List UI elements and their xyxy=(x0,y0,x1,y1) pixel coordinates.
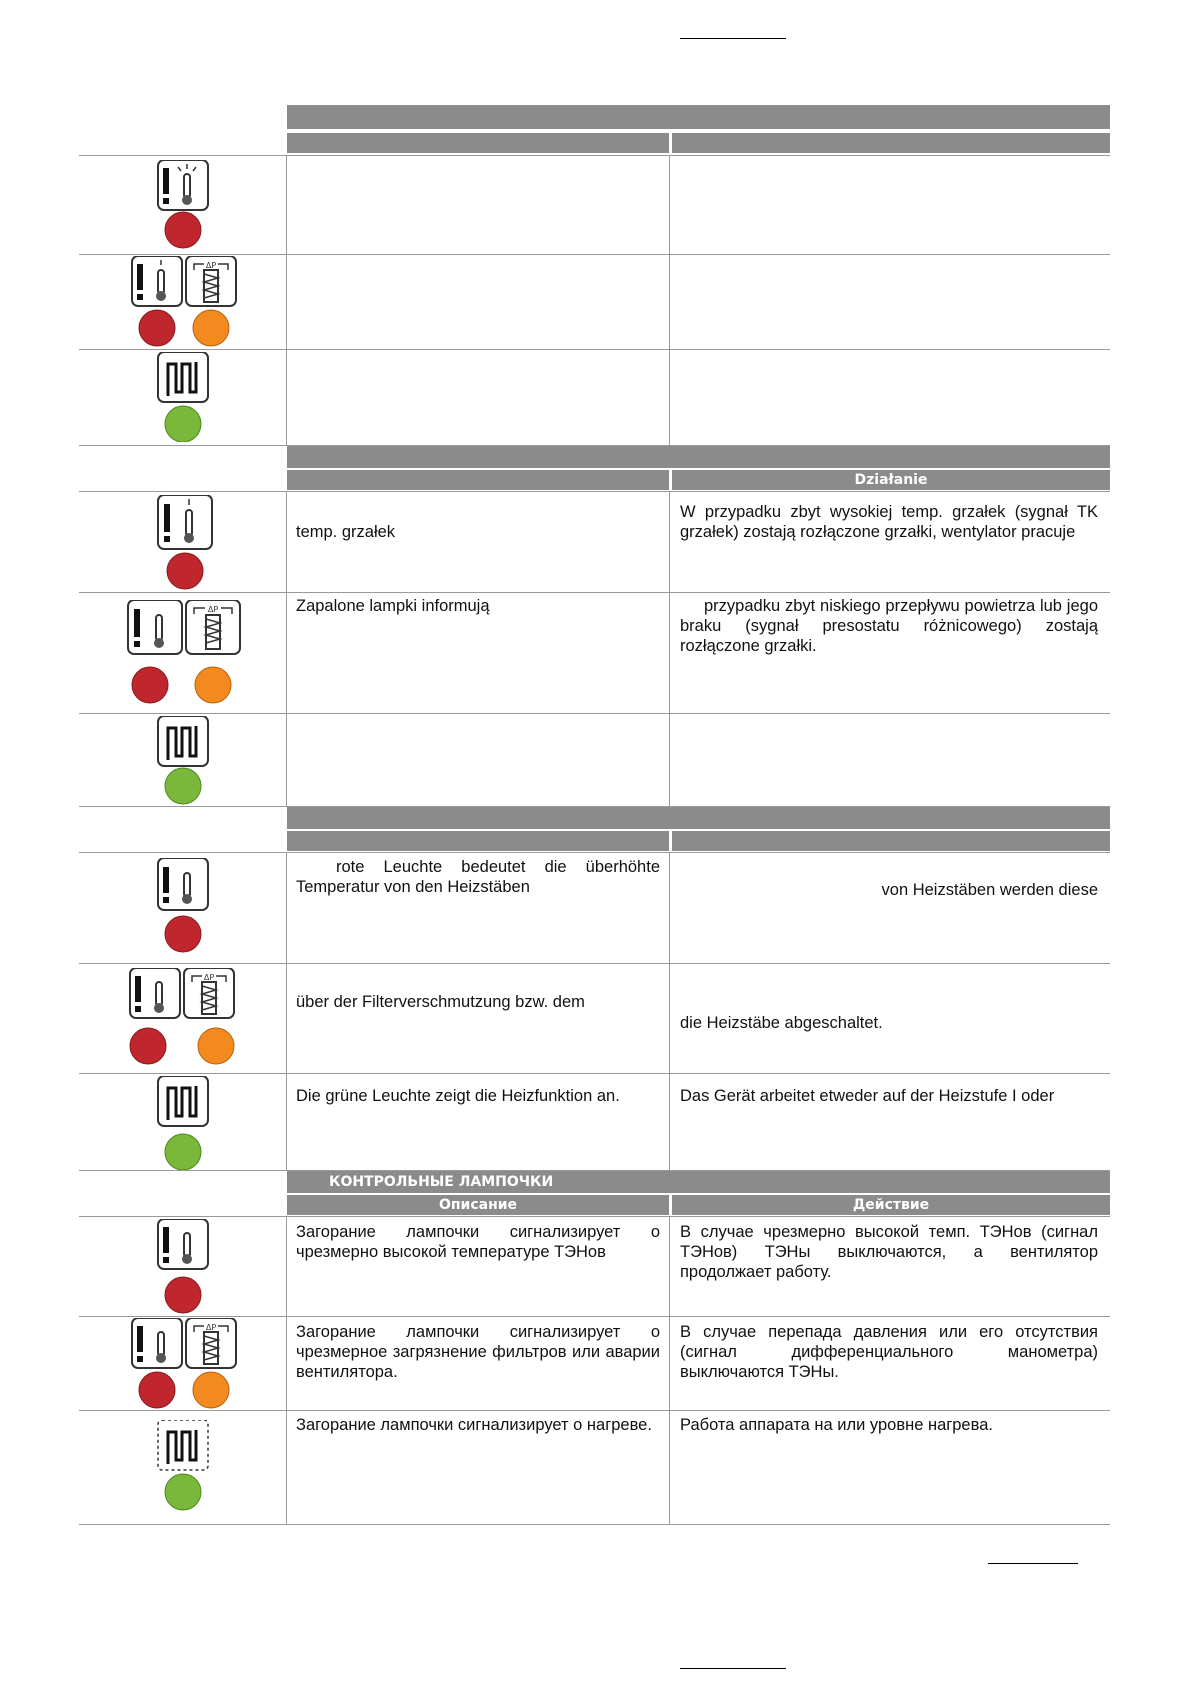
row-description: Загорание лампочки сигнализирует о чрезмерно высокой температуре ТЭНов xyxy=(296,1223,660,1261)
temperature-alarm-icon-group xyxy=(120,160,245,250)
led-orange-icon xyxy=(193,310,229,346)
section-2-col-headers xyxy=(287,470,1110,490)
row-separator xyxy=(79,349,1110,350)
heater-icon-group xyxy=(120,716,245,806)
row-action: W przypadku zbyt wysokiej temp. grzałek (sygnał TK grzałek) zostają rozłączone grzałki, wentylator pracuje xyxy=(680,503,1098,541)
led-red-icon xyxy=(130,1028,166,1064)
led-red-icon xyxy=(132,667,168,703)
section-1-col-headers xyxy=(287,133,1110,153)
thermometer-alarm-icon xyxy=(132,1318,182,1368)
section-2-title xyxy=(287,446,1110,468)
row-description: Загорание лампочки сигнализирует о чрезмерное загрязнение фильтров или аварии вентилятора. xyxy=(296,1323,660,1381)
section-4-col-headers xyxy=(287,1195,1110,1215)
row-description: rote Leuchte bedeutet die überhöhte Temperatur von den Heizstäben xyxy=(296,858,660,896)
thermometer-alarm-icon xyxy=(158,495,212,549)
pressure-filter-icon xyxy=(186,1318,236,1368)
col-divider xyxy=(286,491,287,806)
thermometer-alarm-icon xyxy=(132,256,182,306)
led-orange-icon xyxy=(195,667,231,703)
section-4-title: КОНТРОЛЬНЫЕ ЛАМПОЧКИ xyxy=(287,1171,1110,1193)
col-action-header: Действие xyxy=(852,1197,930,1213)
heater-icon xyxy=(158,1076,208,1126)
thermometer-alarm-icon xyxy=(158,160,208,210)
row-description: temp. grzałek xyxy=(296,523,396,541)
led-orange-icon xyxy=(198,1028,234,1064)
section-3-title xyxy=(287,807,1110,829)
section-1-title xyxy=(287,105,1110,129)
temperature-alarm-icon-group xyxy=(120,1219,245,1314)
row-action: В случае перепада давления или его отсутствия (сигнал дифференциального манометра) выключаются ТЭНы. xyxy=(680,1323,1098,1381)
row-separator xyxy=(79,852,1110,853)
temperature-pressure-icon-group xyxy=(120,1318,245,1410)
col-description-header xyxy=(287,831,669,851)
thermometer-alarm-icon xyxy=(128,600,182,654)
led-red-icon xyxy=(165,1277,201,1313)
heater-icon-group xyxy=(120,352,245,442)
led-red-icon xyxy=(139,310,175,346)
row-description: Zapalone lampki informują xyxy=(296,597,490,615)
col-description-header xyxy=(287,133,669,153)
row-action: przypadku zbyt niskiego przepływu powietrza lub jego braku (sygnał presostatu różnicowego) zostają rozłączone grzałki. xyxy=(680,597,1098,655)
row-action: Das Gerät arbeitet etweder auf der Heizstufe I oder xyxy=(680,1087,1055,1105)
header-rule xyxy=(680,38,786,39)
col-description-header xyxy=(287,470,669,490)
temperature-pressure-icon-group xyxy=(120,968,245,1066)
section-3-col-headers xyxy=(287,831,1110,851)
svg-text:ΔP: ΔP xyxy=(205,261,217,270)
footer-rule-right xyxy=(988,1563,1078,1564)
heater-icon xyxy=(158,716,208,766)
row-description: Загорание лампочки сигнализирует о нагреве. xyxy=(296,1416,652,1434)
thermometer-alarm-icon xyxy=(158,858,208,910)
temperature-alarm-icon-group xyxy=(120,495,245,590)
svg-text:ΔP: ΔP xyxy=(203,973,215,982)
pressure-filter-icon xyxy=(186,600,240,654)
led-red-icon xyxy=(139,1372,175,1408)
temperature-alarm-icon-group xyxy=(120,858,245,953)
row-action: die Heizstäbe abgeschaltet. xyxy=(680,1014,883,1032)
col-divider xyxy=(669,1216,670,1524)
thermometer-alarm-icon xyxy=(130,968,180,1018)
temperature-pressure-icon-group xyxy=(120,256,245,348)
led-green-icon xyxy=(165,1474,201,1510)
col-description-header: Описание xyxy=(438,1197,518,1213)
col-divider xyxy=(669,852,670,1170)
led-green-icon xyxy=(165,768,201,804)
row-separator xyxy=(79,713,1110,714)
pressure-filter-icon xyxy=(186,256,236,306)
temperature-pressure-icon-group xyxy=(120,600,245,705)
row-separator xyxy=(79,1316,1110,1317)
led-red-icon xyxy=(165,212,201,248)
row-separator xyxy=(79,491,1110,492)
col-action-header: Działanie xyxy=(854,472,928,488)
row-separator xyxy=(79,1216,1110,1217)
row-separator xyxy=(79,592,1110,593)
led-green-icon xyxy=(165,1134,201,1170)
col-divider xyxy=(286,155,287,445)
thermometer-alarm-icon xyxy=(158,1219,208,1269)
footer-rule-bottom xyxy=(680,1668,786,1669)
row-separator xyxy=(79,254,1110,255)
col-action-header xyxy=(672,133,1110,153)
row-separator xyxy=(79,155,1110,156)
row-description: Die grüne Leuchte zeigt die Heizfunktion an. xyxy=(296,1087,620,1105)
led-green-icon xyxy=(165,406,201,442)
svg-text:ΔP: ΔP xyxy=(205,1323,217,1332)
col-divider xyxy=(669,155,670,445)
row-description: über der Filterverschmutzung bzw. dem xyxy=(296,993,585,1011)
led-red-icon xyxy=(165,916,201,952)
pressure-filter-icon xyxy=(184,968,234,1018)
row-separator xyxy=(79,963,1110,964)
heater-icon-group xyxy=(120,1420,245,1512)
led-red-icon xyxy=(167,553,203,589)
svg-text:ΔP: ΔP xyxy=(207,605,219,614)
heater-icon xyxy=(158,352,208,402)
row-separator xyxy=(79,1073,1110,1074)
table-bottom-rule xyxy=(79,1524,1110,1525)
col-divider xyxy=(669,491,670,806)
col-action-header xyxy=(672,831,1110,851)
col-divider xyxy=(286,852,287,1170)
row-action: von Heizstäben werden diese xyxy=(881,881,1098,899)
heater-icon xyxy=(158,1420,208,1470)
led-orange-icon xyxy=(193,1372,229,1408)
row-action: В случае чрезмерно высокой темп. ТЭНов (сигнал ТЭНов) ТЭНы выключаются, а вентилятор продолжает работу. xyxy=(680,1223,1098,1281)
heater-icon-group xyxy=(120,1076,245,1171)
row-action: Работа аппарата на или уровне нагрева. xyxy=(680,1416,993,1434)
row-separator xyxy=(79,1410,1110,1411)
col-divider xyxy=(286,1216,287,1524)
